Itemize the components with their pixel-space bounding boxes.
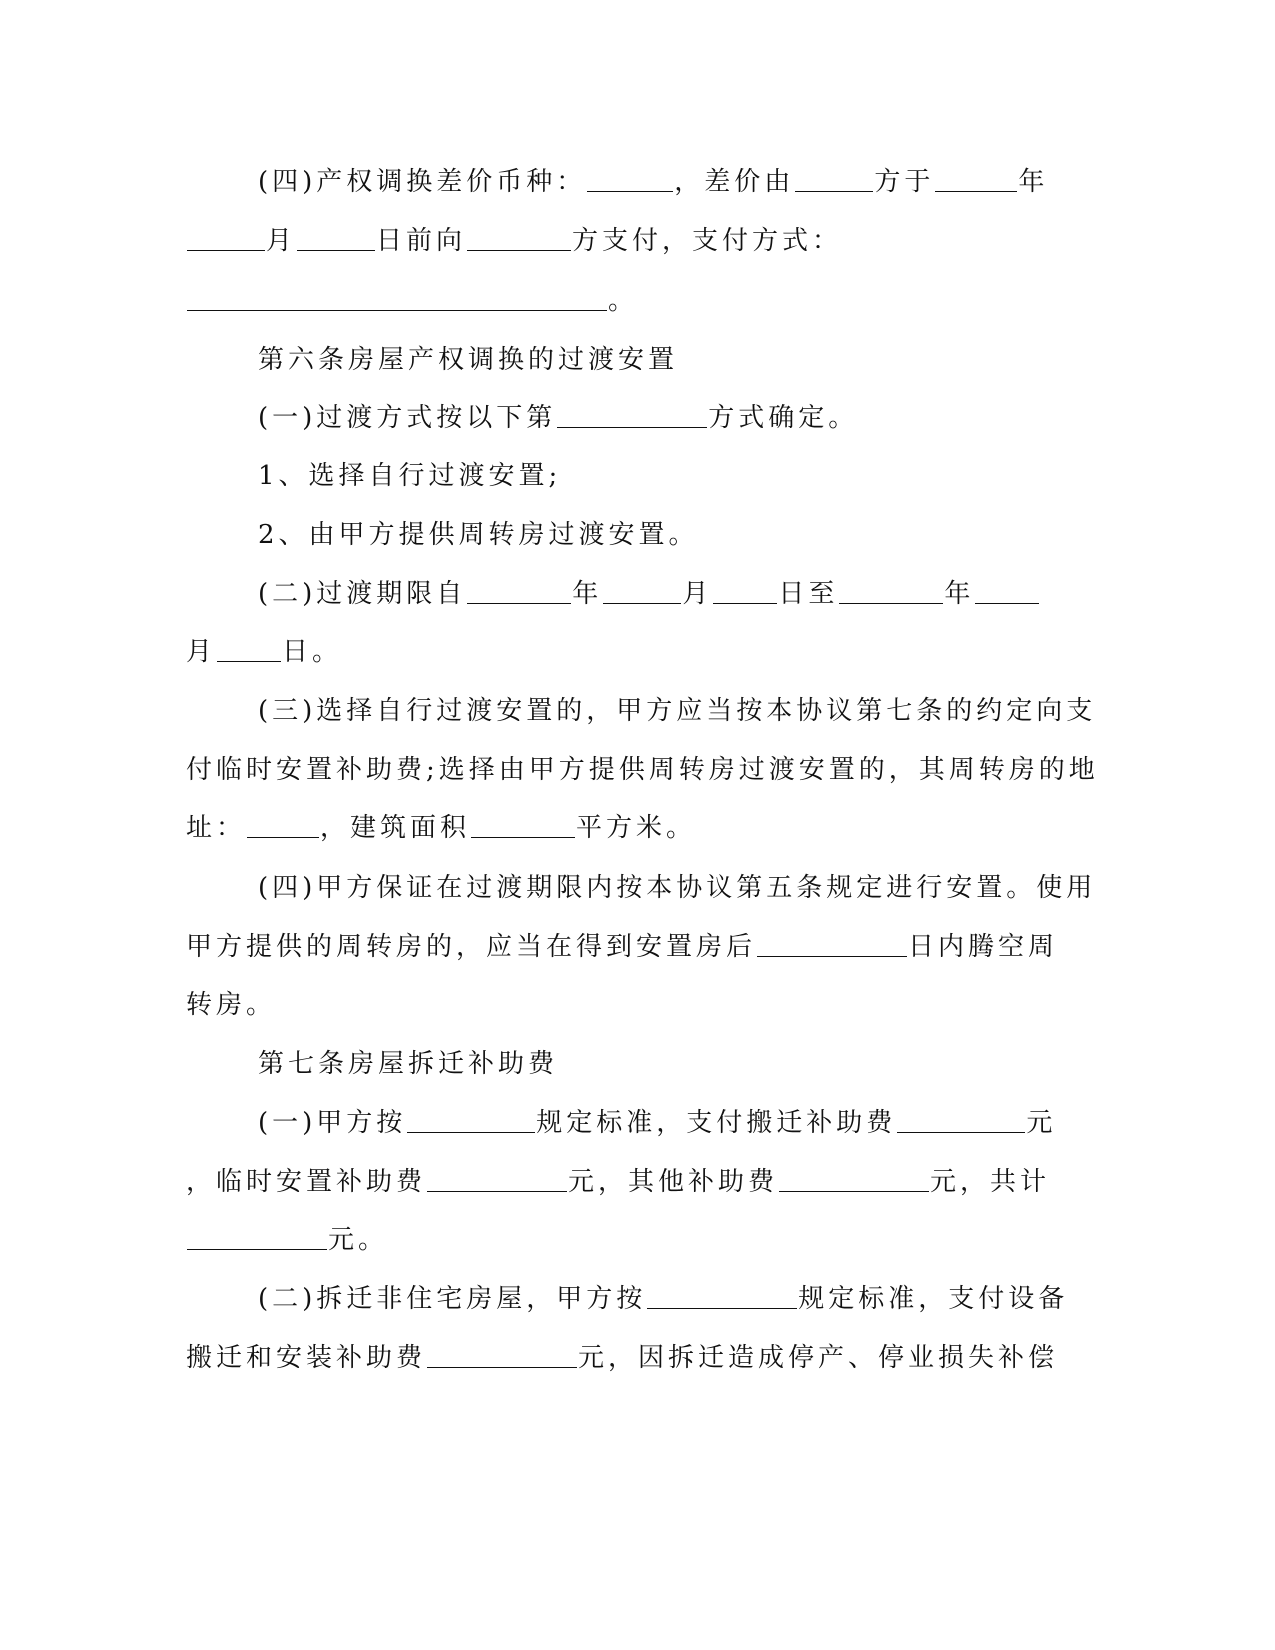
para4-text: 年 bbox=[1018, 167, 1049, 197]
para4-line1 bbox=[258, 162, 1048, 202]
article6-text: 日至 bbox=[778, 579, 839, 609]
article-title: 第七条房屋拆迁补助费 bbox=[258, 1049, 559, 1079]
article7-p1-line2 bbox=[186, 1162, 1050, 1202]
year-blank bbox=[935, 165, 1017, 192]
article6-p3-line2 bbox=[186, 750, 1099, 790]
article7-text: 元 bbox=[1026, 1108, 1057, 1138]
payment-method-blank bbox=[187, 284, 607, 311]
article7-text: 元。 bbox=[328, 1225, 389, 1255]
article6-text: 日。 bbox=[282, 637, 343, 667]
article6-text: 日内腾空周 bbox=[908, 932, 1059, 962]
option-blank bbox=[557, 401, 707, 428]
article7-text: (二)拆迁非住宅房屋，甲方按 bbox=[258, 1284, 647, 1314]
article6-text: ，建筑面积 bbox=[320, 813, 471, 843]
article6-text: 转房。 bbox=[186, 990, 277, 1020]
article-title: 第六条房屋产权调换的过渡安置 bbox=[258, 345, 679, 375]
article6-text: 付临时安置补助费;选择由甲方提供周转房过渡安置的，其周转房的地 bbox=[186, 755, 1099, 785]
article7-text: 规定标准，支付设备 bbox=[798, 1284, 1069, 1314]
para4-text: 日前向 bbox=[376, 226, 467, 256]
start-day-blank bbox=[713, 577, 777, 604]
article7-text: 元，共计 bbox=[930, 1167, 1051, 1197]
para4-text: (四)产权调换差价币种： bbox=[258, 167, 587, 197]
end-day-blank bbox=[217, 635, 281, 662]
standard-blank bbox=[407, 1106, 535, 1133]
equipment-subsidy-blank bbox=[427, 1341, 577, 1368]
article7-p2-line1 bbox=[258, 1279, 1068, 1319]
article6-text: (一)过渡方式按以下第 bbox=[258, 403, 557, 433]
article6-p2-line1 bbox=[258, 574, 1040, 614]
article6-p3-line3 bbox=[186, 808, 696, 848]
article6-p2-line2 bbox=[186, 632, 342, 672]
article6-p1 bbox=[258, 398, 858, 438]
payer-blank bbox=[795, 165, 873, 192]
nonresidential-standard-blank bbox=[647, 1282, 797, 1309]
area-blank bbox=[471, 811, 575, 838]
moving-subsidy-blank bbox=[897, 1106, 1025, 1133]
article7-p2-line2 bbox=[186, 1338, 1058, 1378]
article7-p1-line3 bbox=[186, 1220, 388, 1260]
start-year-blank bbox=[467, 577, 571, 604]
article7-text: 元，其他补助费 bbox=[568, 1167, 779, 1197]
para4-text: 。 bbox=[608, 286, 639, 316]
payee-blank bbox=[467, 224, 571, 251]
article6-text: 月 bbox=[186, 637, 217, 667]
article7-p1-line1 bbox=[258, 1103, 1056, 1143]
article6-p4-line3 bbox=[186, 985, 276, 1025]
article6-text: 甲方提供的周转房的，应当在得到安置房后 bbox=[186, 932, 757, 962]
article6-text: 方式确定。 bbox=[708, 403, 859, 433]
article7-text: ，临时安置补助费 bbox=[186, 1167, 427, 1197]
article6-text: 月 bbox=[682, 579, 713, 609]
day-blank bbox=[297, 224, 375, 251]
vacate-days-blank bbox=[757, 930, 907, 957]
option-text: 2、由甲方提供周转房过渡安置。 bbox=[258, 520, 699, 550]
para4-line3 bbox=[186, 281, 638, 321]
article6-p4-line1 bbox=[258, 868, 1096, 908]
article6-title bbox=[258, 340, 678, 380]
article6-p4-line2 bbox=[186, 927, 1058, 967]
article7-text: 规定标准，支付搬迁补助费 bbox=[536, 1108, 897, 1138]
article6-p3-line1 bbox=[258, 691, 1096, 731]
other-subsidy-blank bbox=[779, 1165, 929, 1192]
article6-text: 年 bbox=[572, 579, 603, 609]
article6-text: (三)选择自行过渡安置的，甲方应当按本协议第七条的约定向支 bbox=[258, 696, 1097, 726]
start-month-blank bbox=[603, 577, 681, 604]
option-text: 1、选择自行过渡安置; bbox=[258, 461, 562, 491]
para4-text: 月 bbox=[266, 226, 297, 256]
article6-text: 平方米。 bbox=[576, 813, 697, 843]
article6-text: (四)甲方保证在过渡期限内按本协议第五条规定进行安置。使用 bbox=[258, 873, 1097, 903]
article7-title bbox=[258, 1044, 558, 1084]
article6-text: 年 bbox=[944, 579, 975, 609]
para4-line2 bbox=[186, 221, 842, 261]
article6-text: (二)过渡期限自 bbox=[258, 579, 467, 609]
article6-text: 址： bbox=[186, 813, 247, 843]
month-blank bbox=[187, 224, 265, 251]
end-year-blank bbox=[839, 577, 943, 604]
currency-blank bbox=[587, 165, 673, 192]
article6-option2 bbox=[258, 515, 699, 555]
article7-text: (一)甲方按 bbox=[258, 1108, 407, 1138]
article7-text: 搬迁和安装补助费 bbox=[186, 1343, 427, 1373]
end-month-blank bbox=[975, 577, 1039, 604]
article6-option1 bbox=[258, 456, 561, 496]
temp-subsidy-blank bbox=[427, 1165, 567, 1192]
para4-text: ，差价由 bbox=[674, 167, 795, 197]
para4-text: 方支付，支付方式： bbox=[572, 226, 843, 256]
total-blank bbox=[187, 1223, 327, 1250]
address-blank bbox=[247, 811, 319, 838]
article7-text: 元，因拆迁造成停产、停业损失补偿 bbox=[578, 1343, 1059, 1373]
para4-text: 方于 bbox=[874, 167, 935, 197]
